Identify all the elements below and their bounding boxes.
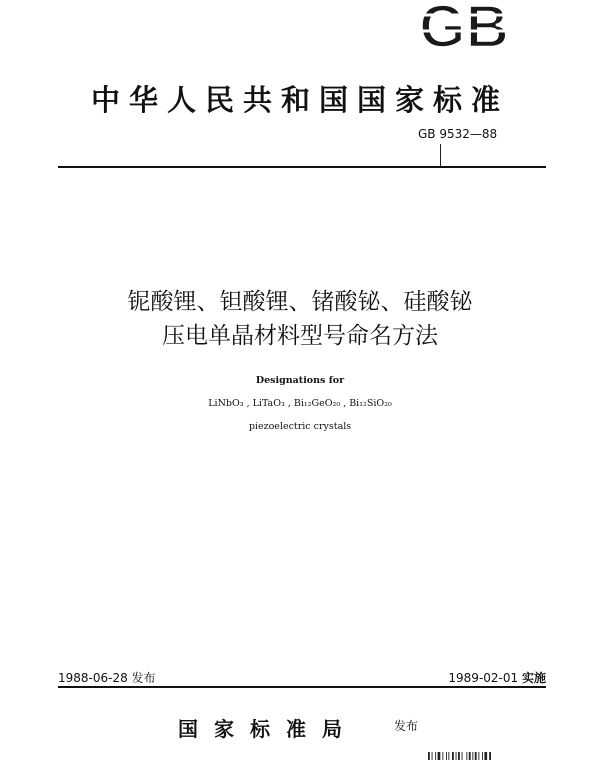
issuing-authority-suffix: 发布 bbox=[394, 719, 419, 733]
standard-number-tick bbox=[440, 144, 441, 166]
effective-label: 实施 bbox=[521, 671, 546, 685]
title-zh-line1: 铌酸锂、钽酸锂、锗酸铋、硅酸铋 bbox=[127, 289, 473, 315]
title-zh-line2: 压电单晶材料型号命名方法 bbox=[162, 323, 438, 349]
barcode-strip bbox=[428, 752, 520, 760]
issue-date: 1988-06-28 发布 bbox=[58, 671, 156, 685]
gb-logo-text: GB bbox=[419, 0, 509, 50]
standard-number: GB 9532—88 bbox=[418, 127, 498, 141]
title-en-line2: LiNbO₃ , LiTaO₃ , Bi₁₂GeO₂₀ , Bi₁₂SiO₂₀ bbox=[208, 398, 392, 409]
effective-date: 1989-02-01 bbox=[448, 671, 519, 685]
footer-rule bbox=[58, 686, 546, 688]
national-standard-title: 中华人民共和国国家标准 bbox=[90, 83, 509, 117]
title-en-line3: piezoelectric crystals bbox=[248, 421, 352, 432]
title-en-line1: Designations for bbox=[255, 375, 345, 386]
gb-logo bbox=[408, 0, 520, 50]
header-rule bbox=[58, 166, 546, 168]
effective-date-block bbox=[448, 669, 546, 686]
issuing-authority: 国家标准局 bbox=[178, 717, 358, 741]
